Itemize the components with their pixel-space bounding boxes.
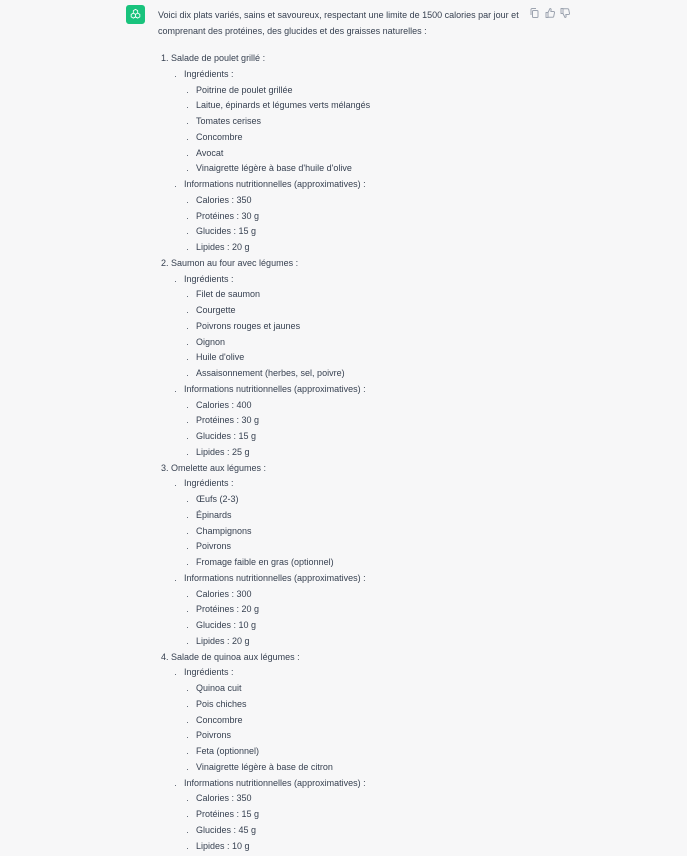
- ingredient-item: • Tomates cerises: [196, 114, 528, 130]
- recipe-title: Salade de quinoa aux légumes :: [171, 651, 300, 662]
- recipe-item: [171, 650, 528, 855]
- nutrition-item: • Lipides : 20 g: [196, 634, 528, 650]
- nutrition-item: • Glucides : 10 g: [196, 618, 528, 634]
- nutrition-item: • Calories : 400: [196, 398, 528, 414]
- recipe-item: [171, 256, 528, 461]
- nutrition-item: • Glucides : 15 g: [196, 224, 528, 240]
- ingredient-item: • Poivrons rouges et jaunes: [196, 319, 528, 335]
- nutrition-item: • Lipides : 25 g: [196, 445, 528, 461]
- nutrition-item: • Protéines : 20 g: [196, 602, 528, 618]
- recipe-list: [158, 51, 528, 854]
- recipe-title: Saumon au four avec légumes :: [171, 257, 299, 268]
- nutrition-item: • Protéines : 30 g: [196, 413, 528, 429]
- thumbs-up-icon[interactable]: [544, 7, 555, 18]
- openai-logo-icon: [129, 8, 142, 21]
- ingredient-item: • Huile d'olive: [196, 350, 528, 366]
- ingredient-item: • Épinards: [196, 508, 528, 524]
- nutrition-label: Informations nutritionnelles (approximatives) :: [184, 572, 366, 583]
- ingredient-item: • Œufs (2-3): [196, 492, 528, 508]
- ingredient-item: • Filet de saumon: [196, 287, 528, 303]
- ingredient-item: • Poivrons: [196, 539, 528, 555]
- ingredients-section: [184, 476, 528, 571]
- ingredient-item: • Poivrons: [196, 728, 528, 744]
- nutrition-section: [184, 776, 528, 855]
- thumbs-down-icon[interactable]: [559, 7, 570, 18]
- recipe-item: [171, 51, 528, 256]
- nutrition-item: • Calories : 350: [196, 193, 528, 209]
- ingredient-item: • Courgette: [196, 303, 528, 319]
- nutrition-item: • Protéines : 15 g: [196, 807, 528, 823]
- ingredient-item: • Oignon: [196, 335, 528, 351]
- nutrition-item: • Calories : 350: [196, 791, 528, 807]
- ingredient-item: • Vinaigrette légère à base d'huile d'olive: [196, 161, 528, 177]
- ingredient-item: • Champignons: [196, 524, 528, 540]
- ingredient-item: • Concombre: [196, 713, 528, 729]
- ingredient-item: • Poitrine de poulet grillée: [196, 83, 528, 99]
- ingredients-section: [184, 67, 528, 177]
- nutrition-label: Informations nutritionnelles (approximatives) :: [184, 383, 366, 394]
- nutrition-item: • Lipides : 20 g: [196, 240, 528, 256]
- nutrition-label: Informations nutritionnelles (approximatives) :: [184, 777, 366, 788]
- ingredient-item: • Fromage faible en gras (optionnel): [196, 555, 528, 571]
- ingredient-item: • Avocat: [196, 146, 528, 162]
- nutrition-item: • Protéines : 30 g: [196, 209, 528, 225]
- ingredients-section: [184, 665, 528, 775]
- nutrition-label: Informations nutritionnelles (approximatives) :: [184, 179, 366, 189]
- nutrition-section: [184, 382, 528, 461]
- copy-icon[interactable]: [529, 7, 540, 18]
- intro-text: Voici dix plats variés, sains et savoureux, respectant une limite de 1500 calories par jour et comprenant des protéines, des glucides et des graisses naturelles :: [158, 10, 519, 36]
- ingredients-section: [184, 272, 528, 382]
- ingredient-item: • Assaisonnement (herbes, sel, poivre): [196, 366, 528, 382]
- nutrition-section: [184, 177, 528, 256]
- ingredient-item: • Laitue, épinards et légumes verts mélangés: [196, 98, 528, 114]
- ingredient-item: • Vinaigrette légère à base de citron: [196, 760, 528, 776]
- ingredients-label: Ingrédients :: [184, 478, 234, 489]
- nutrition-item: • Glucides : 45 g: [196, 823, 528, 839]
- message-actions: [529, 7, 570, 18]
- recipe-title: Omelette aux légumes :: [171, 462, 267, 473]
- ingredients-label: Ingrédients :: [184, 667, 234, 678]
- ingredient-item: • Feta (optionnel): [196, 744, 528, 760]
- ingredient-item: • Quinoa cuit: [196, 681, 528, 697]
- ingredient-item: • Pois chiches: [196, 697, 528, 713]
- nutrition-item: • Calories : 300: [196, 587, 528, 603]
- assistant-avatar: [126, 5, 145, 24]
- nutrition-section: [184, 571, 528, 650]
- ingredients-label: Ingrédients :: [184, 68, 234, 79]
- ingredient-item: • Concombre: [196, 130, 528, 146]
- recipe-item: [171, 461, 528, 650]
- nutrition-item: • Lipides : 10 g: [196, 839, 528, 855]
- nutrition-item: • Glucides : 15 g: [196, 429, 528, 445]
- ingredients-label: Ingrédients :: [184, 273, 234, 284]
- recipe-title: Salade de poulet grillé :: [171, 53, 266, 63]
- message-content: [158, 8, 528, 854]
